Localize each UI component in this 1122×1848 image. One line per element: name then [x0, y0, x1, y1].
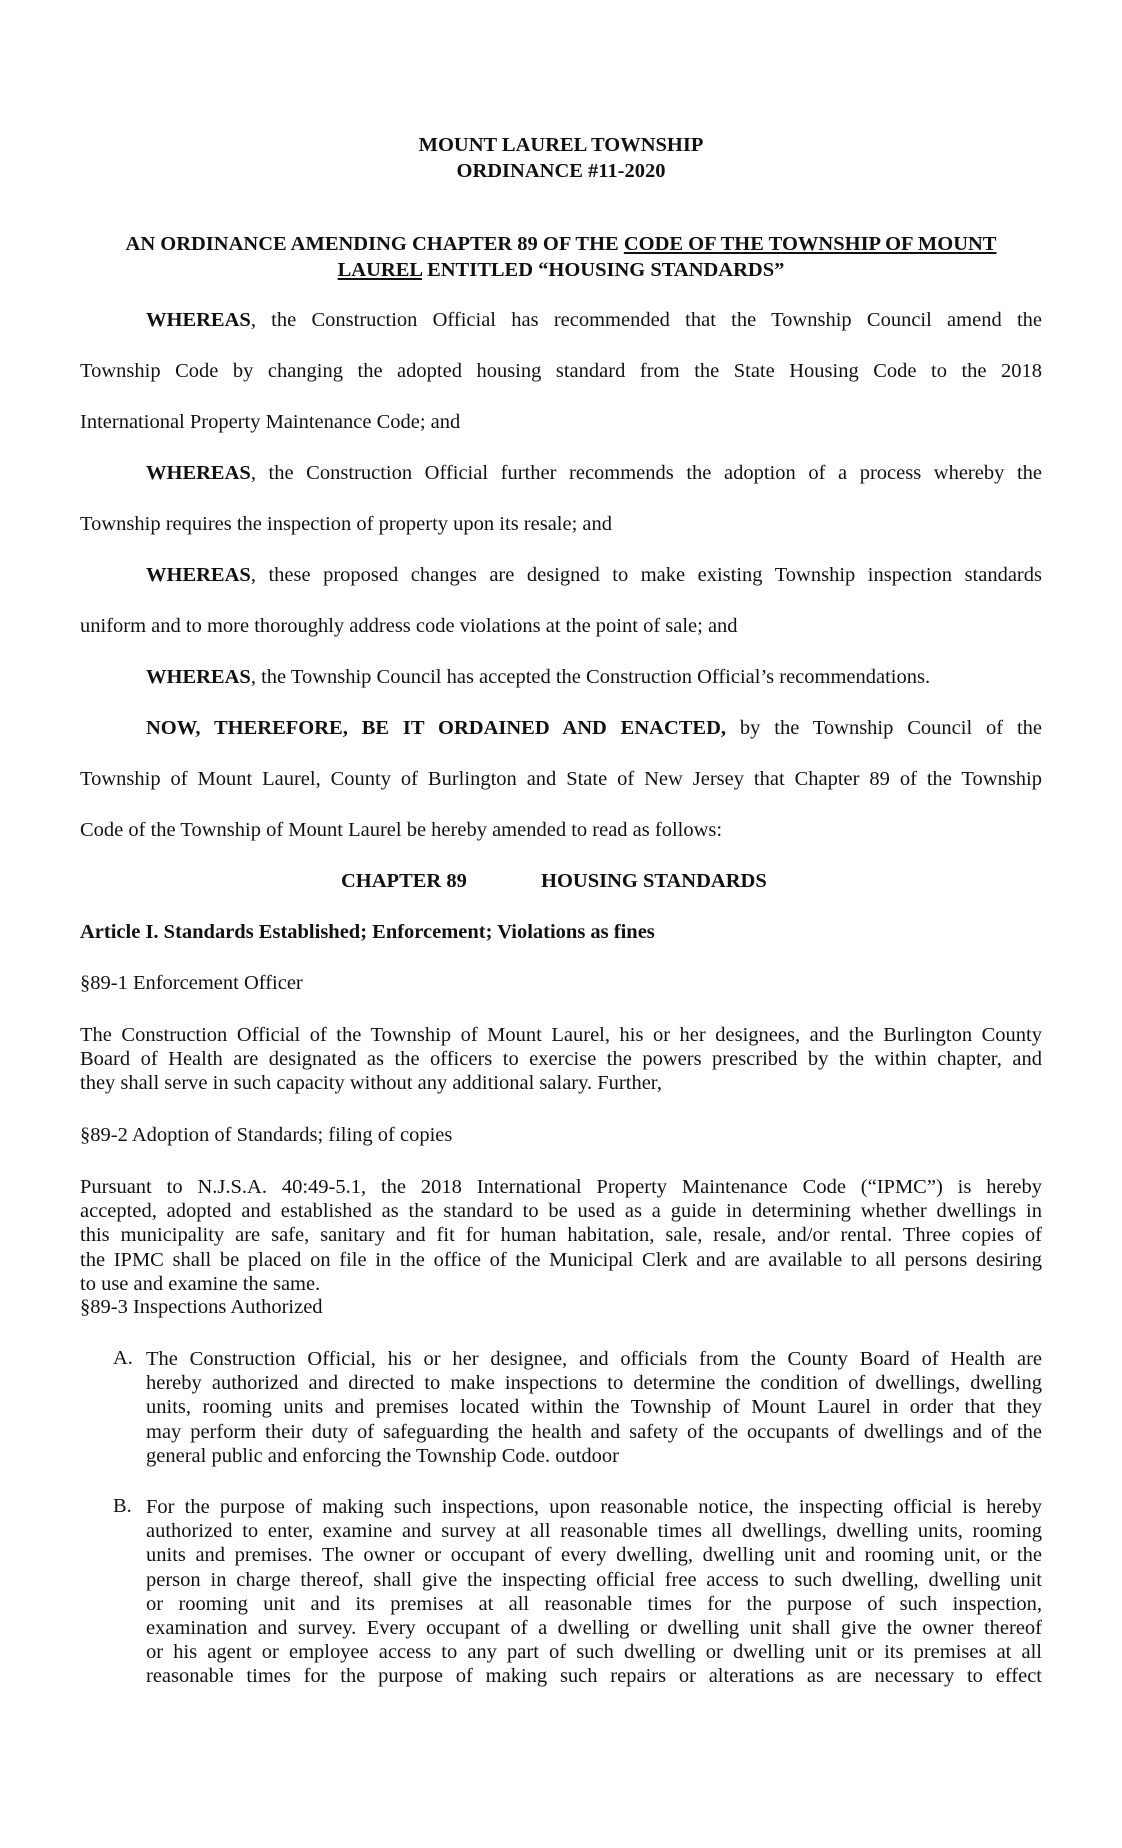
list-item-label: A.	[113, 1347, 133, 1369]
body-line: reasonable times for the purpose of making such repairs or alterations as are necessary to effect	[146, 1665, 1042, 1688]
whereas-2-line-2: Township requires the inspection of property upon its resale; and	[80, 513, 613, 535]
body-line: The Construction Official, his or her designee, and officials from the County Board of Health are	[146, 1348, 1042, 1370]
list-item-label: B.	[113, 1495, 132, 1517]
ordinance-number: ORDINANCE #11-2020	[456, 160, 666, 182]
enacted-text: Township of Mount Laurel, County of Burlington and State of New Jersey that Chapter 89 of the Township	[80, 768, 1042, 790]
whereas-text: , the Construction Official further recommends the adoption of a process whereby the	[250, 462, 1042, 484]
whereas-text: , the Construction Official has recommended that the Township Council amend the	[250, 309, 1042, 331]
body-line: The Construction Official of the Township of Mount Laurel, his or her designees, and the Burlington County	[80, 1024, 1042, 1046]
whereas-text: , the Township Council has accepted the Construction Official’s recommendations.	[250, 666, 931, 688]
body-line: units and premises. The owner or occupant of every dwelling, dwelling unit and rooming unit, or the	[146, 1544, 1042, 1567]
body-line: to use and examine the same.	[80, 1272, 321, 1295]
enacted-line-2	[80, 768, 1042, 791]
whereas-1-line-2	[80, 360, 1042, 383]
body-line: or rooming unit and its premises at all reasonable times for the purpose of such inspection,	[146, 1592, 1042, 1615]
whereas-text: Township Code by changing the adopted housing standard from the State Housing Code to the 2018	[80, 360, 1042, 382]
body-line: the IPMC shall be placed on file in the office of the Municipal Clerk and are available to all persons desiring	[80, 1248, 1042, 1271]
body-line: units, rooming units and premises located within the Township of Mount Laurel in order that they	[146, 1396, 1042, 1419]
chapter-number: CHAPTER 89	[341, 870, 467, 892]
body-line: general public and enforcing the Township Code. outdoor	[146, 1444, 619, 1467]
section-89-3-item-a	[146, 1347, 1042, 1468]
whereas-1-line-3: International Property Maintenance Code; and	[80, 411, 461, 433]
body-line: For the purpose of making such inspections, upon reasonable notice, the inspecting official is hereby	[146, 1496, 1042, 1518]
enacted-text: by the Township Council of the	[726, 717, 1043, 739]
title-suffix: ENTITLED “HOUSING STANDARDS”	[421, 259, 785, 281]
article-heading: Article I. Standards Established; Enforcement; Violations as fines	[80, 921, 655, 943]
whereas-3-line-1	[146, 564, 1042, 587]
whereas-2-line-1	[146, 462, 1042, 485]
body-line: this municipality are safe, sanitary and fit for human habitation, sale, resale, and/or rental. Three copies of	[80, 1224, 1042, 1247]
body-line: or his agent or employee access to any part of such dwelling or dwelling unit or its premises at all	[146, 1641, 1042, 1664]
whereas-lead: WHEREAS	[146, 666, 251, 688]
whereas-lead: WHEREAS	[146, 564, 251, 586]
title-underlined-1: CODE OF THE TOWNSHIP OF MOUNT	[623, 233, 997, 255]
whereas-text: , these proposed changes are designed to make existing Township inspection standards	[250, 564, 1042, 586]
section-89-2-heading: §89-2 Adoption of Standards; filing of copies	[80, 1124, 453, 1146]
body-line: Pursuant to N.J.S.A. 40:49-5.1, the 2018 International Property Maintenance Code (“IPMC”) is hereby	[80, 1176, 1042, 1198]
section-89-3-heading: §89-3 Inspections Authorized	[80, 1296, 323, 1318]
section-89-1-heading: §89-1 Enforcement Officer	[80, 972, 303, 994]
whereas-4-line-1	[146, 666, 930, 689]
whereas-1-line-1	[146, 309, 1042, 332]
title-prefix: AN ORDINANCE AMENDING CHAPTER 89 OF THE	[125, 233, 624, 255]
body-line: may perform their duty of safeguarding the health and safety of the occupants of dwellings and of the	[146, 1420, 1042, 1443]
whereas-lead: WHEREAS	[146, 309, 251, 331]
body-line: they shall serve in such capacity without any additional salary. Further,	[80, 1072, 662, 1095]
ordinance-title-line-2	[0, 259, 1122, 282]
whereas-lead: WHEREAS	[146, 462, 251, 484]
enacted-line-3: Code of the Township of Mount Laurel be hereby amended to read as follows:	[80, 819, 723, 841]
section-89-3-item-b	[146, 1495, 1042, 1689]
section-89-1-body	[80, 1023, 1042, 1096]
whereas-3-line-2: uniform and to more thoroughly address code violations at the point of sale; and	[80, 615, 738, 637]
body-line: authorized to enter, examine and survey at all reasonable times all dwellings, dwelling units, rooming	[146, 1520, 1042, 1543]
body-line: hereby authorized and directed to make inspections to determine the condition of dwellings, dwelling	[146, 1372, 1042, 1395]
enacted-lead: NOW, THEREFORE, BE IT ORDAINED AND ENACTED,	[146, 717, 727, 739]
body-line: Board of Health are designated as the officers to exercise the powers prescribed by the within chapter, and	[80, 1048, 1042, 1071]
body-line: accepted, adopted and established as the standard to be used as a guide in determining whether dwellings in	[80, 1200, 1042, 1223]
body-line: examination and survey. Every occupant of a dwelling or dwelling unit shall give the owner thereof	[146, 1617, 1042, 1640]
township-name: MOUNT LAUREL TOWNSHIP	[418, 134, 704, 156]
enacted-line-1	[146, 717, 1042, 740]
ordinance-title-line-1	[0, 233, 1122, 256]
chapter-name: HOUSING STANDARDS	[541, 870, 767, 892]
body-line: person in charge thereof, shall give the inspecting official free access to such dwelling, dwelling unit	[146, 1568, 1042, 1591]
section-89-2-body	[80, 1175, 1042, 1296]
title-underlined-2: LAUREL	[337, 259, 422, 281]
